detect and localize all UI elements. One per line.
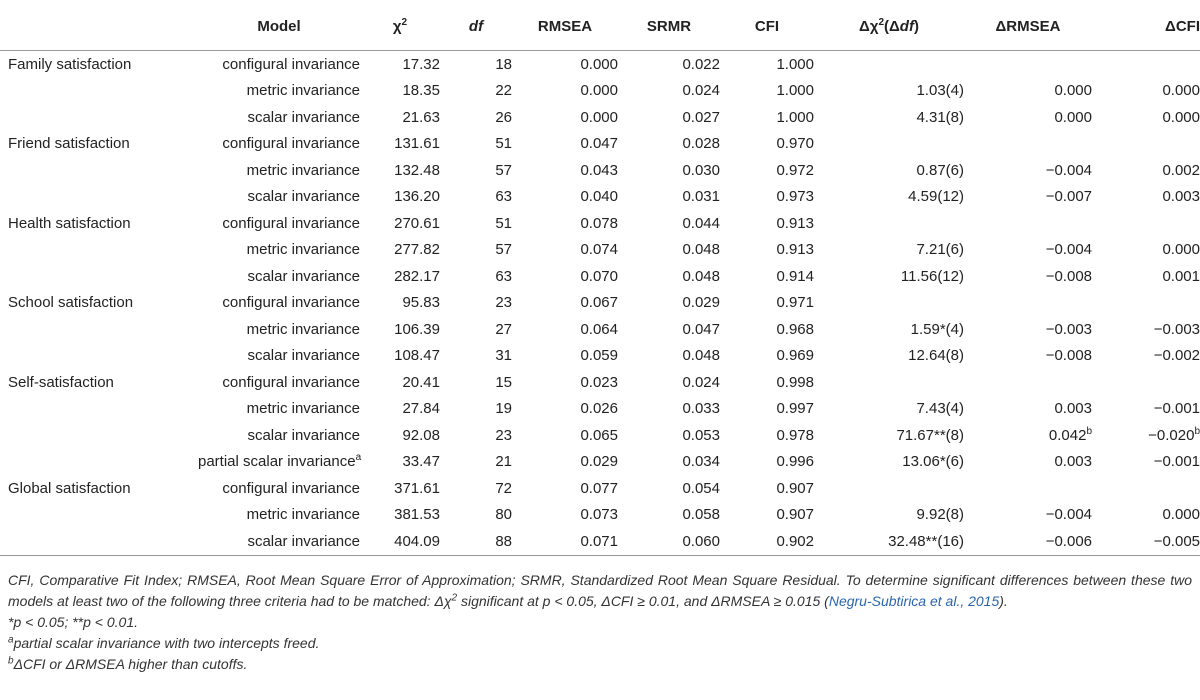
cell-delta-rmsea: [964, 131, 1092, 158]
cell-chi-square: 33.47: [402, 453, 440, 471]
cell-delta-rmsea: −0.007: [1045, 188, 1092, 206]
cell-chi-square: 282.17: [394, 267, 440, 285]
cell-rmsea: 0.040: [580, 188, 618, 206]
cell-df: 72: [495, 479, 512, 497]
cell-delta-chi-square: [814, 210, 964, 237]
cell-srmr: 0.028: [682, 135, 720, 153]
cell-srmr: 0.031: [682, 188, 720, 206]
cell-srmr: 0.033: [682, 400, 720, 418]
cell-chi-square: 131.61: [394, 135, 440, 153]
cell-delta-chi-square: [814, 369, 964, 396]
cell-srmr: 0.048: [682, 347, 720, 365]
cell-srmr: 0.047: [682, 320, 720, 338]
cell-delta-rmsea: −0.004: [1045, 506, 1092, 524]
cell-variable: [0, 184, 198, 211]
cell-model: scalar invariance: [198, 528, 360, 555]
cell-df: 31: [495, 347, 512, 365]
cell-delta-rmsea: [964, 475, 1092, 502]
cell-delta-chi-square: 11.56(12): [900, 267, 964, 285]
table-row: [0, 78, 1200, 105]
cell-delta-rmsea: [964, 369, 1092, 396]
cell-delta-rmsea: −0.004: [1045, 241, 1092, 259]
cell-delta-cfi: [1092, 51, 1200, 78]
table-row: [0, 131, 1200, 158]
cell-delta-cfi: [1092, 290, 1200, 317]
cell-cfi: 0.970: [776, 135, 814, 153]
cell-srmr: 0.044: [682, 214, 720, 232]
cell-model: metric invariance: [246, 161, 360, 179]
cell-delta-chi-square: 7.21(6): [916, 241, 964, 259]
cell-chi-square: 136.20: [394, 188, 440, 206]
cell-model: configural invariance: [222, 135, 360, 153]
cell-chi-square: 132.48: [394, 161, 440, 179]
table-row: [0, 263, 1200, 290]
significance-note: *p < 0.05; **p < 0.01.: [8, 614, 138, 630]
cell-delta-chi-square: [814, 290, 964, 317]
cell-cfi: 0.972: [776, 161, 814, 179]
cell-rmsea: 0.000: [580, 82, 618, 100]
cell-variable: Friend satisfaction: [8, 135, 130, 153]
cell-cfi: 1.000: [776, 55, 814, 73]
cell-df: 63: [495, 267, 512, 285]
cell-df: 88: [440, 528, 512, 555]
cell-delta-chi-square: 7.43(4): [916, 400, 964, 418]
cell-delta-rmsea: −0.006: [964, 528, 1092, 555]
cell-variable: [0, 343, 198, 370]
cell-chi-square: 371.61: [394, 479, 440, 497]
citation-link[interactable]: Negru-Subtirica et al., 2015: [828, 593, 1000, 609]
cell-variable: [0, 157, 198, 184]
cell-cfi: 1.000: [776, 82, 814, 100]
cell-model: metric invariance: [246, 506, 360, 524]
header-delta-cfi: ΔCFI: [1092, 2, 1200, 51]
cell-model: metric invariance: [246, 241, 360, 259]
cell-cfi: 0.996: [776, 453, 814, 471]
cell-delta-chi-square: 13.06*(6): [902, 453, 964, 471]
cell-cfi: 0.907: [776, 506, 814, 524]
cell-cfi: 0.913: [776, 241, 814, 259]
table-row: [0, 502, 1200, 529]
cell-srmr: 0.058: [682, 506, 720, 524]
table-row: [0, 210, 1200, 237]
cell-cfi: 0.998: [776, 373, 814, 391]
cell-delta-cfi: −0.003: [1153, 320, 1200, 338]
cell-chi-square: 17.32: [402, 55, 440, 73]
cell-delta-cfi: −0.001: [1153, 453, 1200, 471]
cell-df: 18: [495, 55, 512, 73]
cell-cfi: 0.997: [776, 400, 814, 418]
table-row: [0, 316, 1200, 343]
cell-chi-square: 20.41: [402, 373, 440, 391]
cell-df: 23: [495, 426, 512, 444]
cell-delta-chi-square: 1.59*(4): [910, 320, 964, 338]
cell-delta-cfi: [1092, 475, 1200, 502]
cell-model: scalar invariance: [247, 267, 360, 285]
header-df: df: [440, 2, 512, 51]
cell-rmsea: 0.043: [580, 161, 618, 179]
cell-rmsea: 0.000: [580, 108, 618, 126]
cell-chi-square: 381.53: [394, 506, 440, 524]
cell-rmsea: 0.070: [580, 267, 618, 285]
cell-delta-cfi: −0.002: [1153, 347, 1200, 365]
footnote-a: $^a$partial scalar invariance with two intercepts freed.: [8, 634, 320, 651]
cell-model: metric invariance: [246, 400, 360, 418]
cell-delta-rmsea: 0.003: [1054, 453, 1092, 471]
cell-model: scalar invariance: [247, 347, 360, 365]
table-row: [0, 369, 1200, 396]
cell-chi-square: 404.09: [360, 528, 440, 555]
cell-delta-cfi: 0.000: [1162, 82, 1200, 100]
cell-chi-square: 277.82: [394, 241, 440, 259]
cell-df: 21: [495, 453, 512, 471]
cell-variable: [0, 316, 198, 343]
header-model: Model: [198, 2, 360, 51]
table-row: [0, 528, 1200, 555]
cell-cfi: 0.913: [776, 214, 814, 232]
cell-rmsea: 0.073: [580, 506, 618, 524]
cell-df: 19: [495, 400, 512, 418]
cell-rmsea: 0.078: [580, 214, 618, 232]
cell-df: 57: [495, 161, 512, 179]
cell-rmsea: 0.000: [580, 55, 618, 73]
cell-rmsea: 0.067: [580, 294, 618, 312]
table-row: [0, 51, 1200, 78]
cell-chi-square: 106.39: [394, 320, 440, 338]
cell-chi-square: 95.83: [402, 294, 440, 312]
cell-srmr: 0.060: [618, 528, 720, 555]
cell-variable: [0, 104, 198, 131]
cell-model: configural invariance: [222, 479, 360, 497]
cell-cfi: 0.914: [776, 267, 814, 285]
cell-df: 22: [495, 82, 512, 100]
cell-df: 15: [495, 373, 512, 391]
cell-delta-cfi: −0.005: [1092, 528, 1200, 555]
cell-chi-square: 270.61: [394, 214, 440, 232]
cell-srmr: 0.048: [682, 267, 720, 285]
cell-rmsea: 0.023: [580, 373, 618, 391]
cell-cfi: 0.971: [776, 294, 814, 312]
cell-delta-rmsea: [964, 51, 1092, 78]
cell-delta-rmsea: 0.003: [1054, 400, 1092, 418]
cell-cfi: 0.907: [776, 479, 814, 497]
abbreviation-note: CFI, Comparative Fit Index; RMSEA, Root Mean Square Error of Approximation; SRMR, Standardized Root Mean Square Residual. To determine significant differences between these two models at least two of the following three criteria had to be matched: $\Delta\chi^2$ significant at p < 0.05, ΔCFI ≥ 0.01, and ΔRMSEA ≥ 0.015 (Negru-Subtirica et al., 2015).: [8, 572, 1192, 609]
table-row: [0, 422, 1200, 449]
cell-delta-cfi: −0.020$^b$: [1148, 425, 1200, 444]
cell-cfi: 0.902: [720, 528, 814, 555]
cell-srmr: 0.054: [682, 479, 720, 497]
table-row: [0, 104, 1200, 131]
header-srmr: SRMR: [618, 2, 720, 51]
table-row: [0, 184, 1200, 211]
table-row: [0, 290, 1200, 317]
table-row: [0, 475, 1200, 502]
cell-delta-rmsea: −0.004: [1045, 161, 1092, 179]
cell-df: 63: [495, 188, 512, 206]
cell-variable: [0, 449, 198, 476]
cell-chi-square: 21.63: [402, 108, 440, 126]
cell-df: 26: [495, 108, 512, 126]
cell-delta-rmsea: −0.008: [1045, 267, 1092, 285]
cell-delta-rmsea: [964, 210, 1092, 237]
cell-cfi: 0.973: [776, 188, 814, 206]
cell-delta-rmsea: [964, 290, 1092, 317]
cell-rmsea: 0.026: [580, 400, 618, 418]
cell-df: 23: [495, 294, 512, 312]
cell-delta-rmsea: 0.000: [1054, 82, 1092, 100]
header-variable: [0, 2, 198, 51]
cell-chi-square: 18.35: [402, 82, 440, 100]
header-row: [0, 2, 1200, 51]
table-row: [0, 343, 1200, 370]
cell-model: metric invariance: [246, 82, 360, 100]
cell-rmsea: 0.074: [580, 241, 618, 259]
cell-cfi: 1.000: [776, 108, 814, 126]
cell-variable: Global satisfaction: [8, 479, 131, 497]
cell-rmsea: 0.029: [580, 453, 618, 471]
header-delta-rmsea: ΔRMSEA: [964, 2, 1092, 51]
cell-variable: Health satisfaction: [8, 214, 131, 232]
cell-variable: Family satisfaction: [8, 55, 132, 73]
cell-df: 51: [495, 135, 512, 153]
cell-srmr: 0.027: [682, 108, 720, 126]
cell-variable: [0, 263, 198, 290]
cell-delta-chi-square: [814, 475, 964, 502]
table-row: [0, 157, 1200, 184]
cell-srmr: 0.053: [682, 426, 720, 444]
cell-variable: [0, 396, 198, 423]
cell-srmr: 0.024: [682, 373, 720, 391]
cell-delta-rmsea: −0.008: [1045, 347, 1092, 365]
cell-delta-chi-square: 12.64(8): [908, 347, 964, 365]
cell-delta-cfi: [1092, 210, 1200, 237]
cell-rmsea: 0.071: [512, 528, 618, 555]
cell-model: configural invariance: [222, 294, 360, 312]
cell-rmsea: 0.064: [580, 320, 618, 338]
cell-chi-square: 108.47: [394, 347, 440, 365]
cell-df: 51: [495, 214, 512, 232]
cell-model: metric invariance: [246, 320, 360, 338]
cell-delta-cfi: [1092, 131, 1200, 158]
cell-delta-cfi: 0.000: [1162, 506, 1200, 524]
cell-srmr: 0.029: [682, 294, 720, 312]
cell-delta-chi-square: [814, 131, 964, 158]
cell-model: configural invariance: [222, 373, 360, 391]
cell-srmr: 0.024: [682, 82, 720, 100]
cell-delta-cfi: 0.000: [1162, 241, 1200, 259]
cell-delta-rmsea: 0.000: [1054, 108, 1092, 126]
cell-delta-chi-square: [814, 51, 964, 78]
cell-srmr: 0.030: [682, 161, 720, 179]
header-delta-chi-square: $\Delta\chi^2(\Delta df)$: [814, 2, 964, 51]
cell-delta-chi-square: 1.03(4): [916, 82, 964, 100]
cell-chi-square: 92.08: [402, 426, 440, 444]
cell-rmsea: 0.047: [580, 135, 618, 153]
cell-delta-rmsea: −0.003: [1045, 320, 1092, 338]
cell-delta-chi-square: 0.87(6): [916, 161, 964, 179]
table-notes: [8, 570, 1192, 675]
cell-srmr: 0.022: [682, 55, 720, 73]
cell-df: 27: [495, 320, 512, 338]
table-row: [0, 396, 1200, 423]
cell-cfi: 0.978: [776, 426, 814, 444]
cell-model: configural invariance: [222, 55, 360, 73]
cell-df: 80: [495, 506, 512, 524]
cell-srmr: 0.034: [682, 453, 720, 471]
cell-delta-cfi: 0.002: [1162, 161, 1200, 179]
footnote-b: $^b$ΔCFI or ΔRMSEA higher than cutoffs.: [8, 655, 248, 672]
cell-variable: Self-satisfaction: [8, 373, 114, 391]
cell-model: configural invariance: [222, 214, 360, 232]
cell-variable: [0, 78, 198, 105]
fit-indices-table: [0, 2, 1200, 556]
cell-variable: [0, 422, 198, 449]
cell-srmr: 0.048: [682, 241, 720, 259]
cell-variable: [0, 528, 198, 555]
cell-delta-chi-square: 32.48**(16): [814, 528, 964, 555]
cell-delta-cfi: 0.003: [1162, 188, 1200, 206]
cell-delta-cfi: −0.001: [1153, 400, 1200, 418]
cell-variable: [0, 502, 198, 529]
table-row: [0, 449, 1200, 476]
cell-delta-cfi: [1092, 369, 1200, 396]
cell-model: partial scalar invariance$^a$: [198, 452, 362, 471]
cell-chi-square: 27.84: [402, 400, 440, 418]
cell-delta-chi-square: 4.31(8): [916, 108, 964, 126]
cell-rmsea: 0.077: [580, 479, 618, 497]
cell-rmsea: 0.065: [580, 426, 618, 444]
cell-rmsea: 0.059: [580, 347, 618, 365]
cell-model: scalar invariance: [247, 108, 360, 126]
cell-delta-cfi: 0.000: [1162, 108, 1200, 126]
cell-delta-chi-square: 9.92(8): [916, 506, 964, 524]
table-row: [0, 237, 1200, 264]
cell-cfi: 0.968: [776, 320, 814, 338]
cell-model: scalar invariance: [247, 426, 360, 444]
cell-variable: [0, 237, 198, 264]
cell-delta-rmsea: 0.042$^b$: [1048, 425, 1092, 444]
header-rmsea: RMSEA: [512, 2, 618, 51]
cell-delta-chi-square: 4.59(12): [908, 188, 964, 206]
cell-model: scalar invariance: [247, 188, 360, 206]
cell-df: 57: [495, 241, 512, 259]
table-body: [0, 51, 1200, 556]
header-cfi: CFI: [720, 2, 814, 51]
cell-cfi: 0.969: [776, 347, 814, 365]
header-chi-square: $\chi^2$: [360, 2, 440, 51]
cell-variable: School satisfaction: [8, 294, 134, 312]
cell-delta-chi-square: 71.67**(8): [896, 426, 964, 444]
cell-delta-cfi: 0.001: [1162, 267, 1200, 285]
